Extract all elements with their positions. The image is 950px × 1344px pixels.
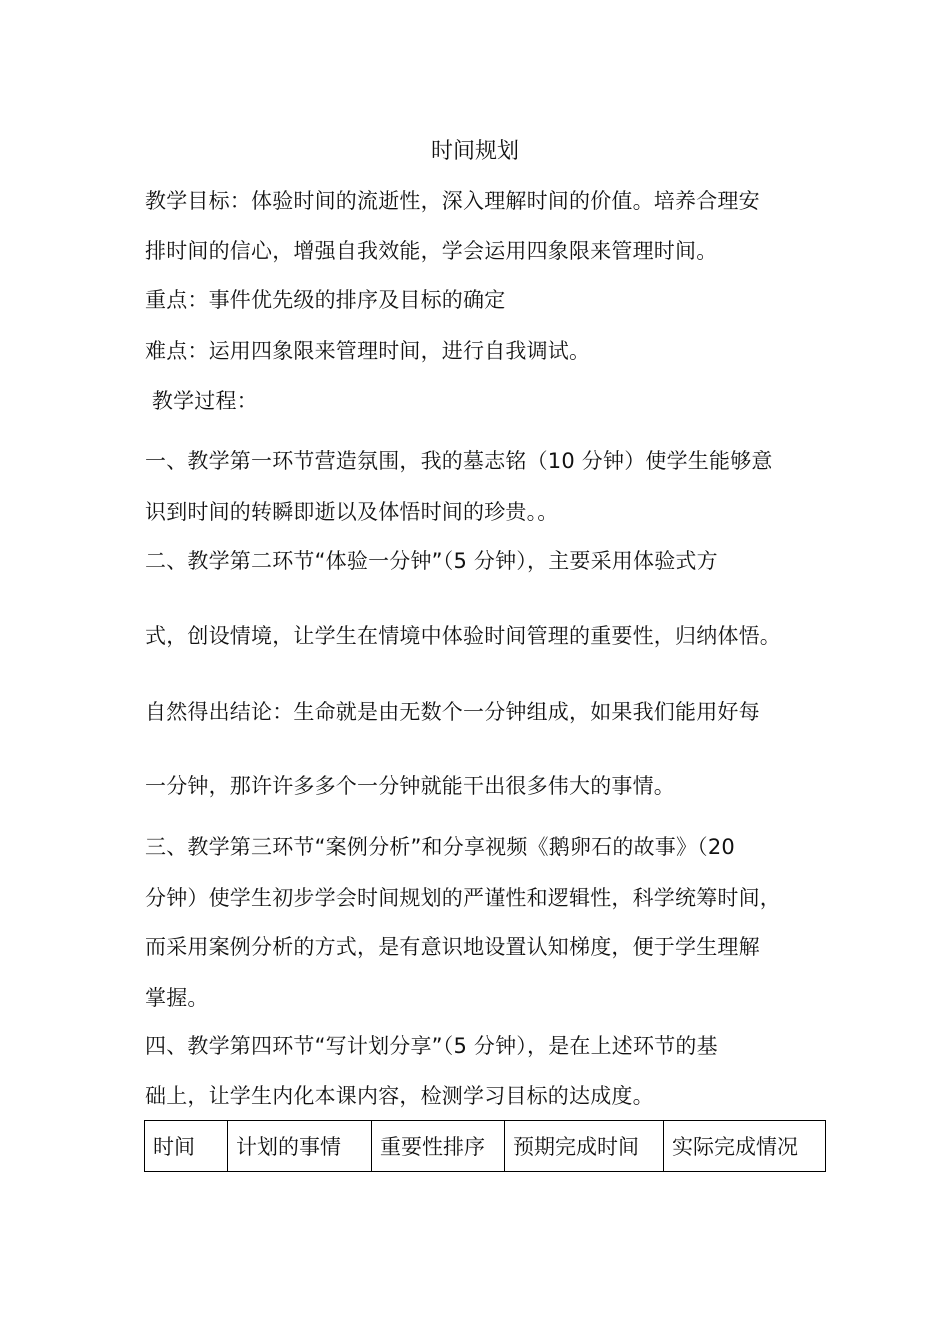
step-one-line-1: 一、教学第一环节营造氛围，我的墓志铭（10 分钟）使学生能够意: [145, 449, 773, 473]
step-three-line-4: 掌握。: [145, 986, 209, 1010]
table-header-priority: 重要性排序: [372, 1121, 505, 1172]
table-header-time: 时间: [145, 1121, 228, 1172]
objective-line-2: 排时间的信心，增强自我效能，学会运用四象限来管理时间。: [145, 239, 718, 263]
step-four-line-2: 础上，让学生内化本课内容，检测学习目标的达成度。: [145, 1084, 654, 1108]
table-header-actual-status: 实际完成情况: [664, 1121, 826, 1172]
table-header-row: [145, 1121, 826, 1172]
step-two-line-1: 二、教学第二环节“体验一分钟”（5 分钟），主要采用体验式方: [145, 549, 718, 573]
step-one-line-2: 识到时间的转瞬即逝以及体悟时间的珍贵。。: [145, 500, 559, 524]
document-title: 时间规划: [430, 139, 519, 164]
table-header-expected-time: 预期完成时间: [505, 1121, 664, 1172]
step-four-line-1: 四、教学第四环节“写计划分享”（5 分钟），是在上述环节的基: [145, 1034, 718, 1058]
process-heading: 教学过程：: [145, 389, 258, 413]
step-three-line-2: 分钟）使学生初步学会时间规划的严谨性和逻辑性，科学统筹时间，: [145, 886, 781, 910]
step-three-line-1: 三、教学第三环节“案例分析”和分享视频《鹅卵石的故事》（20: [145, 835, 735, 859]
table-header-planned-task: 计划的事情: [228, 1121, 372, 1172]
step-two-line-4: 一分钟，那许许多多个一分钟就能干出很多伟大的事情。: [145, 774, 675, 798]
objective-line-1: 教学目标：体验时间的流逝性，深入理解时间的价值。培养合理安: [145, 189, 760, 213]
step-two-line-2: 式，创设情境，让学生在情境中体验时间管理的重要性，归纳体悟。: [145, 624, 781, 648]
difficulty-line: 难点：运用四象限来管理时间，进行自我调试。: [145, 339, 591, 363]
step-two-line-3: 自然得出结论：生命就是由无数个一分钟组成，如果我们能用好每: [145, 700, 760, 724]
plan-table: [144, 1120, 826, 1172]
step-three-line-3: 而采用案例分析的方式，是有意识地设置认知梯度，便于学生理解: [145, 935, 760, 959]
key-point-line: 重点：事件优先级的排序及目标的确定: [145, 288, 506, 312]
